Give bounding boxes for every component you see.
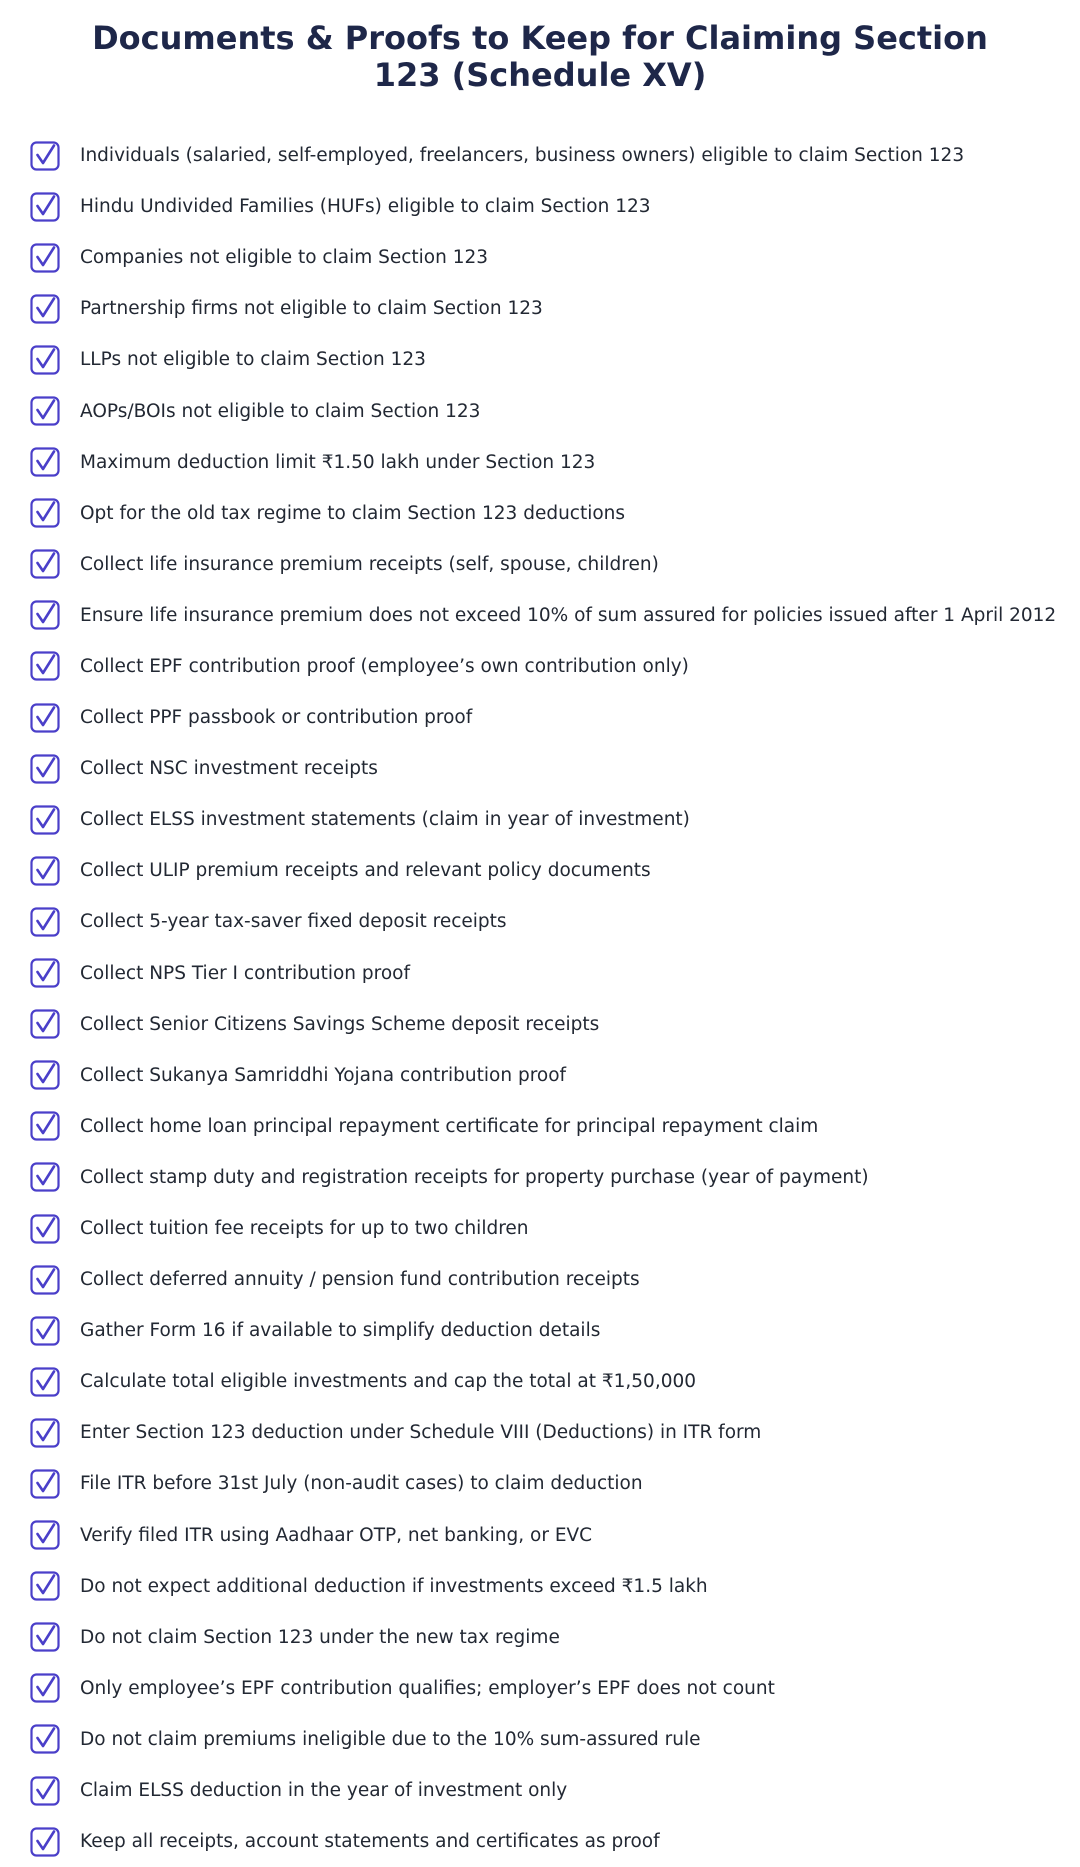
checklist	[0, 130, 1080, 1867]
checklist-item-label: Ensure life insurance premium does not exceed 10% of sum assured for policies issued after 1 April 2012	[80, 604, 1057, 626]
checklist-item-label: File ITR before 31st July (non-audit cases) to claim deduction	[80, 1473, 643, 1495]
checklist-item-label: Do not expect additional deduction if investments exceed ₹1.5 lakh	[80, 1575, 708, 1597]
checklist-item	[0, 1561, 1080, 1612]
checklist-item	[0, 1305, 1080, 1356]
checklist-item	[0, 1203, 1080, 1254]
checklist-item-label: Do not claim Section 123 under the new tax regime	[80, 1626, 560, 1648]
checklist-item	[0, 437, 1080, 488]
checklist-item	[0, 999, 1080, 1050]
checked-checkbox-icon[interactable]	[30, 1265, 60, 1295]
checklist-item	[0, 743, 1080, 794]
checklist-item-label: Collect 5-year tax-saver fixed deposit receipts	[80, 911, 507, 933]
checklist-item-label: Companies not eligible to claim Section 123	[80, 247, 489, 269]
checklist-item	[0, 641, 1080, 692]
checked-checkbox-icon[interactable]	[30, 651, 60, 681]
checked-checkbox-icon[interactable]	[30, 1162, 60, 1192]
checklist-item	[0, 1458, 1080, 1509]
checklist-item	[0, 1050, 1080, 1101]
checklist-item-label: Partnership firms not eligible to claim Section 123	[80, 298, 543, 320]
checklist-item-label: Gather Form 16 if available to simplify deduction details	[80, 1320, 601, 1342]
checklist-item	[0, 1356, 1080, 1407]
checked-checkbox-icon[interactable]	[30, 600, 60, 630]
checklist-item-label: Keep all receipts, account statements and certificates as proof	[80, 1831, 660, 1853]
checked-checkbox-icon[interactable]	[30, 856, 60, 886]
checklist-item-label: Collect stamp duty and registration receipts for property purchase (year of payment)	[80, 1166, 869, 1188]
checked-checkbox-icon[interactable]	[30, 192, 60, 222]
checklist-item-label: AOPs/BOIs not eligible to claim Section 123	[80, 400, 481, 422]
checked-checkbox-icon[interactable]	[30, 1111, 60, 1141]
checklist-item-label: Collect Sukanya Samriddhi Yojana contribution proof	[80, 1064, 567, 1086]
checked-checkbox-icon[interactable]	[30, 1776, 60, 1806]
checklist-item	[0, 948, 1080, 999]
checked-checkbox-icon[interactable]	[30, 396, 60, 426]
checked-checkbox-icon[interactable]	[30, 294, 60, 324]
checked-checkbox-icon[interactable]	[30, 1418, 60, 1448]
checklist-item-label: Collect tuition fee receipts for up to two children	[80, 1218, 529, 1240]
checklist-item-label: Collect NPS Tier I contribution proof	[80, 962, 410, 984]
checklist-item-label: Collect ULIP premium receipts and relevant policy documents	[80, 860, 651, 882]
checklist-item	[0, 845, 1080, 896]
checked-checkbox-icon[interactable]	[30, 1316, 60, 1346]
checklist-item	[0, 1152, 1080, 1203]
checklist-item-label: Collect PPF passbook or contribution proof	[80, 707, 473, 729]
checklist-item	[0, 692, 1080, 743]
checklist-item	[0, 1254, 1080, 1305]
checklist-item-label: Collect ELSS investment statements (claim in year of investment)	[80, 809, 690, 831]
checklist-item	[0, 794, 1080, 845]
page-title-line-1: Documents & Proofs to Keep for Claiming Section	[92, 19, 988, 57]
checked-checkbox-icon[interactable]	[30, 1622, 60, 1652]
checklist-item	[0, 232, 1080, 283]
checklist-item-label: Collect life insurance premium receipts (self, spouse, children)	[80, 553, 659, 575]
checked-checkbox-icon[interactable]	[30, 549, 60, 579]
checklist-item	[0, 283, 1080, 334]
checklist-item	[0, 590, 1080, 641]
checklist-item	[0, 1714, 1080, 1765]
checked-checkbox-icon[interactable]	[30, 1009, 60, 1039]
page-title	[0, 0, 1080, 94]
checked-checkbox-icon[interactable]	[30, 1673, 60, 1703]
checked-checkbox-icon[interactable]	[30, 345, 60, 375]
checked-checkbox-icon[interactable]	[30, 1520, 60, 1550]
checklist-item-label: Enter Section 123 deduction under Schedule VIII (Deductions) in ITR form	[80, 1422, 762, 1444]
checklist-item-label: Collect home loan principal repayment certificate for principal repayment claim	[80, 1115, 819, 1137]
checklist-item-label: Do not claim premiums ineligible due to the 10% sum-assured rule	[80, 1728, 701, 1750]
checklist-item	[0, 1663, 1080, 1714]
checklist-item	[0, 334, 1080, 385]
checked-checkbox-icon[interactable]	[30, 1214, 60, 1244]
checklist-item-label: Only employee’s EPF contribution qualifies; employer’s EPF does not count	[80, 1677, 775, 1699]
checked-checkbox-icon[interactable]	[30, 1060, 60, 1090]
checklist-item	[0, 1510, 1080, 1561]
checked-checkbox-icon[interactable]	[30, 805, 60, 835]
checklist-item	[0, 385, 1080, 436]
checked-checkbox-icon[interactable]	[30, 754, 60, 784]
checklist-item-label: Opt for the old tax regime to claim Section 123 deductions	[80, 502, 626, 524]
checklist-item	[0, 181, 1080, 232]
checklist-item-label: Collect NSC investment receipts	[80, 758, 378, 780]
checklist-item	[0, 1612, 1080, 1663]
checklist-item	[0, 1765, 1080, 1816]
checked-checkbox-icon[interactable]	[30, 907, 60, 937]
checklist-item	[0, 1407, 1080, 1458]
checklist-item	[0, 488, 1080, 539]
checklist-item-label: Collect EPF contribution proof (employee’s own contribution only)	[80, 655, 689, 677]
checked-checkbox-icon[interactable]	[30, 703, 60, 733]
checklist-item-label: Collect Senior Citizens Savings Scheme deposit receipts	[80, 1013, 600, 1035]
checklist-item	[0, 896, 1080, 947]
checked-checkbox-icon[interactable]	[30, 1571, 60, 1601]
checklist-item-label: LLPs not eligible to claim Section 123	[80, 349, 426, 371]
checklist-item-label: Hindu Undivided Families (HUFs) eligible to claim Section 123	[80, 196, 651, 218]
checklist-item-label: Collect deferred annuity / pension fund contribution receipts	[80, 1269, 640, 1291]
checklist-item	[0, 539, 1080, 590]
checklist-item	[0, 1816, 1080, 1867]
page-title-line-2: 123 (Schedule XV)	[373, 56, 707, 94]
checklist-item-label: Individuals (salaried, self-employed, freelancers, business owners) eligible to claim Section 123	[80, 145, 965, 167]
checklist-item-label: Verify filed ITR using Aadhaar OTP, net banking, or EVC	[80, 1524, 593, 1546]
checklist-item-label: Calculate total eligible investments and cap the total at ₹1,50,000	[80, 1371, 697, 1393]
checked-checkbox-icon[interactable]	[30, 958, 60, 988]
checked-checkbox-icon[interactable]	[30, 447, 60, 477]
checked-checkbox-icon[interactable]	[30, 243, 60, 273]
checked-checkbox-icon[interactable]	[30, 1469, 60, 1499]
checked-checkbox-icon[interactable]	[30, 1724, 60, 1754]
checked-checkbox-icon[interactable]	[30, 1367, 60, 1397]
checklist-item	[0, 1101, 1080, 1152]
checklist-item	[0, 130, 1080, 181]
checklist-item-label: Maximum deduction limit ₹1.50 lakh under Section 123	[80, 451, 596, 473]
checked-checkbox-icon[interactable]	[30, 1827, 60, 1857]
checked-checkbox-icon[interactable]	[30, 141, 60, 171]
checklist-item-label: Claim ELSS deduction in the year of investment only	[80, 1780, 568, 1802]
checked-checkbox-icon[interactable]	[30, 498, 60, 528]
